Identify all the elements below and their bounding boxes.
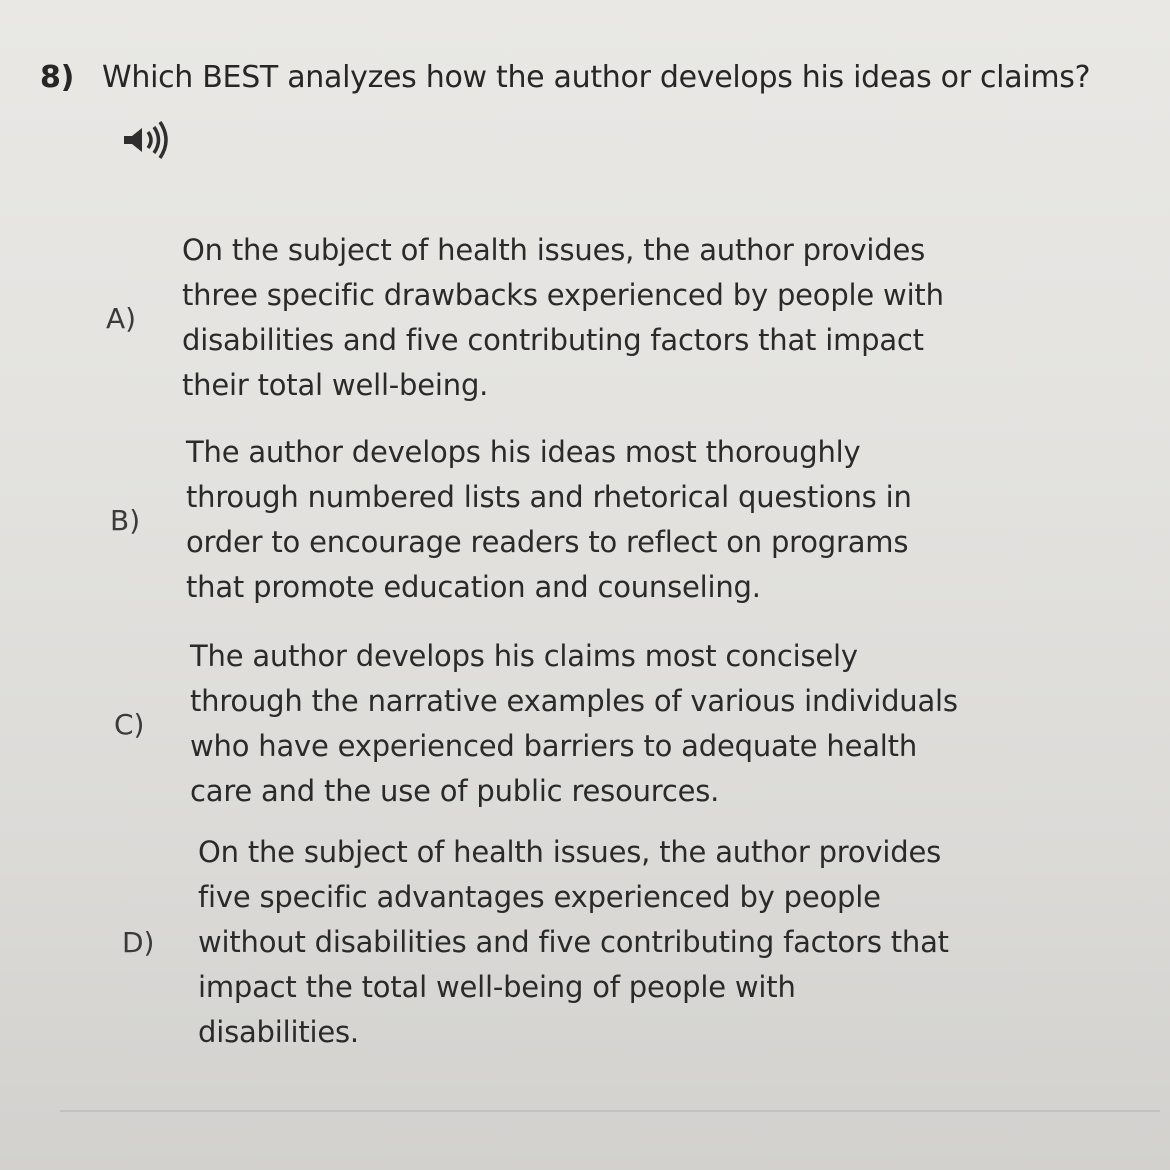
option-text: The author develops his ideas most thoroughly through numbered lists and rhetorical questions in order to encourage readers to reflect on programs that promote education and counseling. — [186, 435, 912, 604]
answer-option-c[interactable] — [114, 634, 1114, 814]
option-text: On the subject of health issues, the author provides five specific advantages experienced by people without disabilities and five contributing factors that impact the total well-being of people with disabilities. — [198, 835, 949, 1049]
option-text: The author develops his claims most concisely through the narrative examples of various individuals who have experienced barriers to adequate health care and the use of public resources. — [190, 639, 958, 808]
answer-option-a[interactable] — [106, 228, 1106, 408]
answer-option-d[interactable] — [122, 830, 1122, 1055]
option-letter: B) — [110, 503, 141, 537]
question-number: 8) — [40, 60, 74, 95]
answer-option-b[interactable] — [110, 430, 1110, 610]
option-letter: D) — [122, 926, 155, 959]
divider — [60, 1110, 1160, 1112]
option-letter: A) — [106, 301, 137, 335]
question-text: Which BEST analyzes how the author develops his ideas or claims? — [102, 60, 1091, 95]
option-text: On the subject of health issues, the author provides three specific drawbacks experienced by people with disabilities and five contributing factors that impact their total well-being. — [182, 233, 944, 402]
speaker-icon[interactable] — [120, 118, 176, 166]
option-letter: C) — [114, 707, 145, 741]
question-prompt — [40, 58, 1140, 98]
